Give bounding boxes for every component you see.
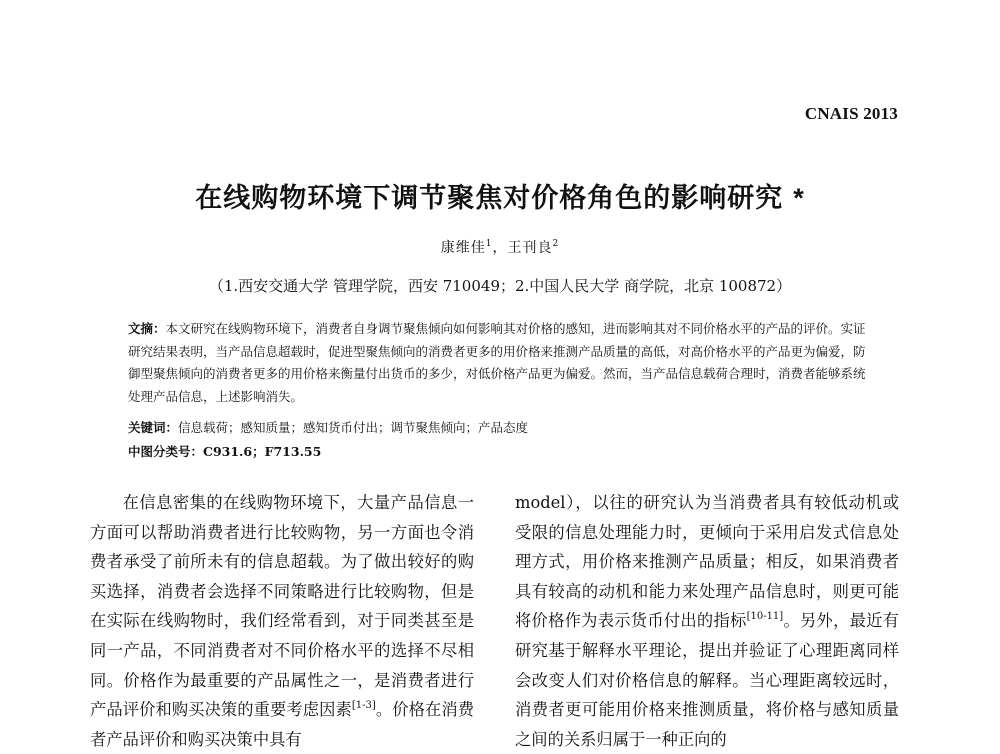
paper-title (0, 176, 1000, 215)
author-1-affil: 1 (485, 239, 493, 249)
right-col-citation: [10-11] (746, 611, 784, 623)
body-column-right (515, 488, 899, 754)
classification-label: 中图分类号： (128, 444, 204, 459)
author-2: 王刊良 (507, 240, 553, 256)
left-col-text-b: 。价格在消费者产品评价和购买决策中具有 (90, 700, 474, 749)
paper-title-text: 在线购物环境下调节聚焦对价格角色的影响研究 (195, 183, 784, 214)
right-col-text-a: model），以往的研究认为当消费者具有较低动机或受限的信息处理能力时，更倾向于采用启发式信息处理方式，用价格来推测产品质量；相反，如果消费者具有较高的动机和能力来处理产品信息时，则更可能将价格作为表示货币付出的指标 (515, 493, 899, 631)
keywords-text: 信息载荷；感知质量；感知货币付出；调节聚焦倾向；产品态度 (178, 420, 529, 435)
left-col-citation: [1-3] (351, 700, 376, 712)
classification-text: C931.6；F713.55 (203, 444, 322, 459)
footnote-marker: * (793, 183, 805, 213)
abstract-label: 文摘： (128, 321, 166, 336)
author-separator: ， (492, 240, 508, 256)
abstract-text: 本文研究在线购物环境下，消费者自身调节聚焦倾向如何影响其对价格的感知，进而影响其对不同价格水平的产品的评价。实证研究结果表明，当产品信息超载时，促进型聚焦倾向的消费者更多的用价格来推测产品质量的高低，对高价格水平的产品更为偏爱，防御型聚焦倾向的消费者更多的用价格来衡量付出货币的多少，对低价格产品更为偏爱。然而，当产品信息载荷合理时，消费者能够系统处理产品信息，上述影响消失。 (128, 321, 866, 404)
conference-label: CNAIS 2013 (804, 104, 898, 123)
keywords (128, 418, 528, 436)
body-column-left (90, 488, 474, 754)
classification-number (128, 442, 321, 460)
keywords-label: 关键词： (128, 420, 179, 435)
right-col-text-b: 。另外，最近有研究基于解释水平理论，提出并验证了心理距离同样会改变人们对价格信息的解释。当心理距离较远时，消费者更可能用价格来推测质量，将价格与感知质量之间的关系归属于一种正向的 (515, 611, 899, 749)
author-2-affil: 2 (552, 239, 560, 249)
author-1: 康维佳 (440, 240, 486, 256)
left-col-text-a: 在信息密集的在线购物环境下，大量产品信息一方面可以帮助消费者进行比较购物，另一方面也令消费者承受了前所未有的信息超载。为了做出较好的购买选择，消费者会选择不同策略进行比较购物，但是在实际在线购物时，我们经常看到，对于同类甚至是同一产品，不同消费者对不同价格水平的选择不尽相同。价格作为最重要的产品属性之一，是消费者进行产品评价和购买决策的重要考虑因素 (90, 493, 474, 720)
abstract (128, 318, 873, 408)
author-line (0, 237, 1000, 257)
affiliations: （1.西安交通大学 管理学院，西安 710049；2.中国人民大学 商学院，北京 100872） (208, 277, 792, 295)
